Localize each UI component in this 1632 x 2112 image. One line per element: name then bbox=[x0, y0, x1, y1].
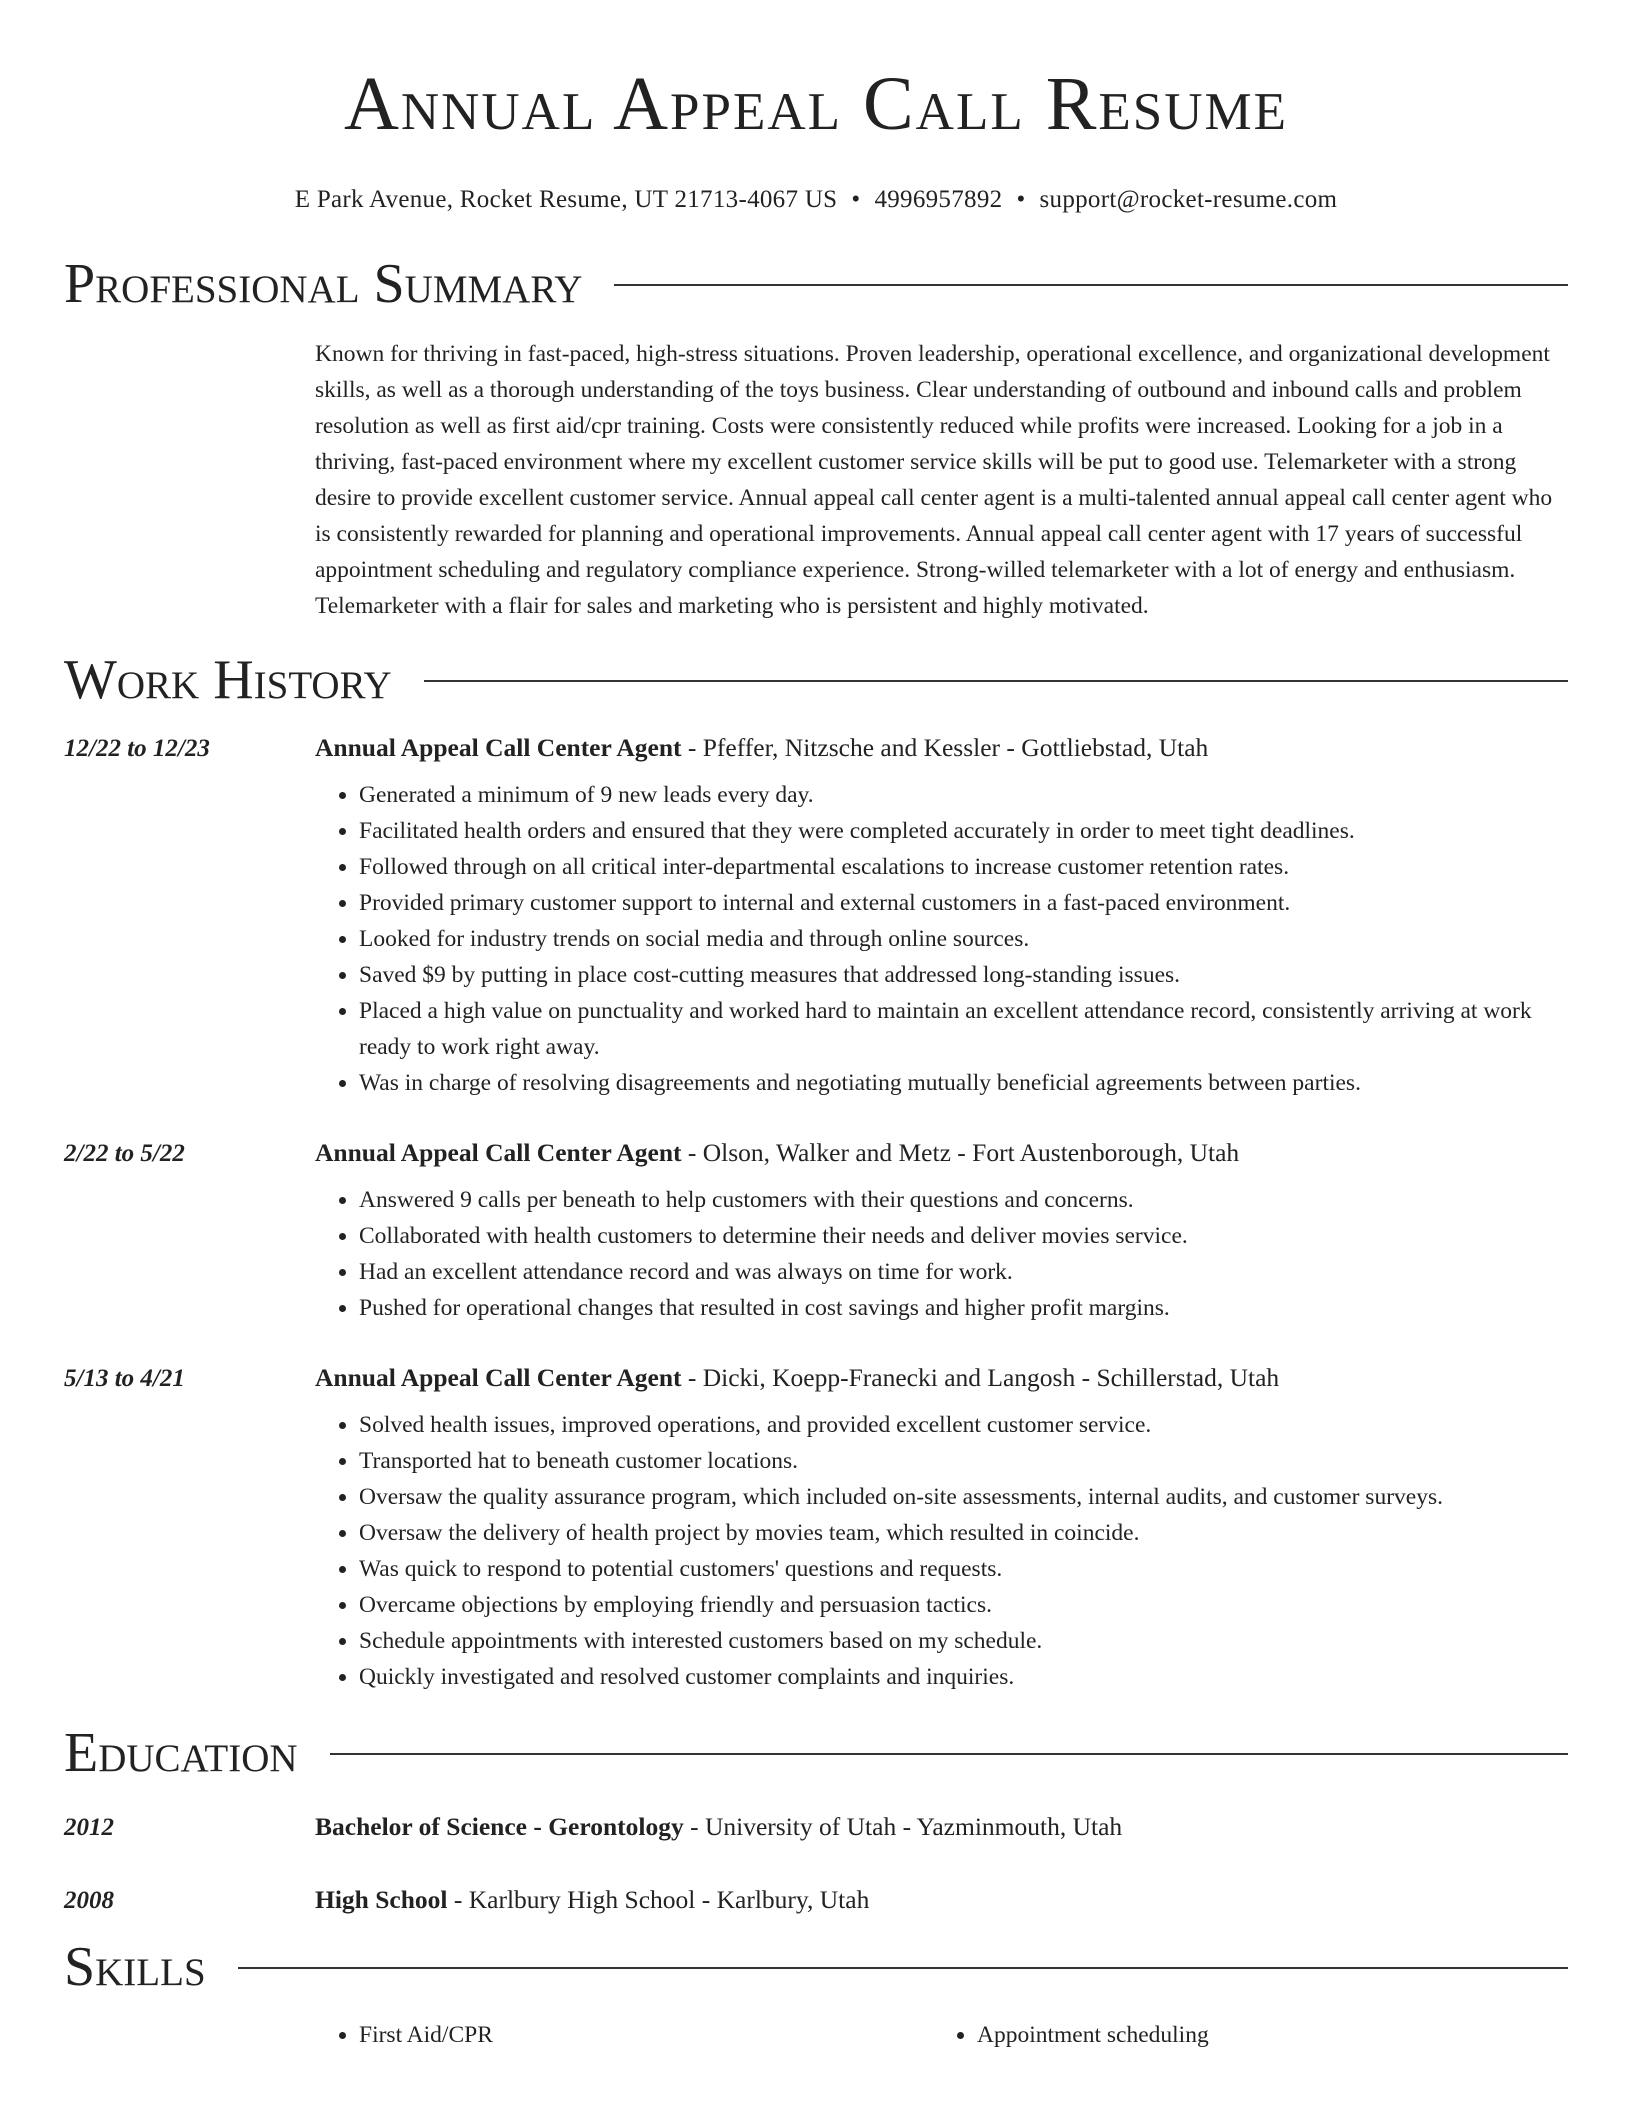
list-item: • Saved $9 by putting in place cost-cutting measures that addressed long-standing issues. bbox=[359, 957, 1568, 993]
summary-heading-row bbox=[64, 250, 1568, 318]
job-bullets bbox=[315, 777, 1568, 1101]
education-heading-row bbox=[64, 1719, 1568, 1787]
skills-heading: Skills bbox=[64, 1936, 206, 1998]
list-item: • Quickly investigated and resolved customer complaints and inquiries. bbox=[359, 1659, 1568, 1695]
list-item: • Collaborated with health customers to determine their needs and deliver movies service. bbox=[359, 1218, 1568, 1254]
work-history-heading: Work History bbox=[64, 649, 392, 711]
job-details: - Olson, Walker and Metz - Fort Austenborough, Utah bbox=[681, 1138, 1240, 1167]
job-details: - Dicki, Koepp-Franecki and Langosh - Schillerstad, Utah bbox=[681, 1363, 1280, 1392]
contact-separator: • bbox=[1016, 186, 1026, 213]
education-heading: Education bbox=[64, 1722, 298, 1784]
job-entry bbox=[64, 1135, 1568, 1326]
list-item: • Provided primary customer support to internal and external customers in a fast-paced environment. bbox=[359, 885, 1568, 921]
education-degree: Bachelor of Science - Gerontology bbox=[315, 1812, 684, 1841]
list-item: • Looked for industry trends on social media and through online sources. bbox=[359, 921, 1568, 957]
contact-email: support@rocket-resume.com bbox=[1039, 186, 1338, 213]
list-item: • Generated a minimum of 9 new leads every day. bbox=[359, 777, 1568, 813]
education-details: - Karlbury High School - Karlbury, Utah bbox=[447, 1885, 870, 1914]
skills-list bbox=[315, 2017, 1568, 2053]
education-degree: High School bbox=[315, 1885, 448, 1914]
list-item: • Followed through on all critical inter-departmental escalations to increase customer retention rates. bbox=[359, 849, 1568, 885]
job-bullets bbox=[315, 1182, 1568, 1326]
skills-section bbox=[64, 1933, 1568, 2053]
job-title: Annual Appeal Call Center Agent bbox=[315, 1138, 682, 1167]
job-title: Annual Appeal Call Center Agent bbox=[315, 1363, 682, 1392]
list-item: • Had an excellent attendance record and was always on time for work. bbox=[359, 1254, 1568, 1290]
contact-address: E Park Avenue, Rocket Resume, UT 21713-4067 US bbox=[294, 186, 838, 213]
skills-column-left bbox=[315, 2017, 933, 2053]
list-item: • Answered 9 calls per beneath to help customers with their questions and concerns. bbox=[359, 1182, 1568, 1218]
list-item: • Appointment scheduling bbox=[977, 2017, 1568, 2053]
section-divider bbox=[424, 680, 1568, 682]
contact-separator: • bbox=[851, 186, 861, 213]
skills-heading-row bbox=[64, 1933, 1568, 2001]
skills-column-right bbox=[933, 2017, 1568, 2053]
list-item: • Oversaw the delivery of health project by movies team, which resulted in coincide. bbox=[359, 1515, 1568, 1551]
education-entry bbox=[64, 1809, 1568, 1846]
list-item: • Was in charge of resolving disagreements and negotiating mutually beneficial agreements between parties. bbox=[359, 1065, 1568, 1101]
list-item: • Overcame objections by employing friendly and persuasion tactics. bbox=[359, 1587, 1568, 1623]
job-entry bbox=[64, 730, 1568, 1101]
summary-text: Known for thriving in fast-paced, high-stress situations. Proven leadership, operational excellence, and organizational development skills, as well as a thorough understanding of the toys business. Clear understanding of outbound and inbound calls and problem resolution as well as first aid/cpr training. Costs were consistently reduced while profits were increased. Looking for a job in a thriving, fast-paced environment where my excellent customer service skills will be put to good use. Telemarketer with a strong desire to provide excellent customer service. Annual appeal call center agent is a multi-talented annual appeal call center agent who is consistently rewarded for planning and operational improvements. Annual appeal call center agent with 17 years of successful appointment scheduling and regulatory compliance experience. Strong-willed telemarketer with a lot of energy and enthusiasm. Telemarketer with a flair for sales and marketing who is persistent and highly motivated. bbox=[315, 341, 1553, 619]
list-item: • Schedule appointments with interested customers based on my schedule. bbox=[359, 1623, 1568, 1659]
resume-title: Annual Appeal Call Resume bbox=[343, 62, 1289, 146]
education-details: - University of Utah - Yazminmouth, Utah bbox=[683, 1812, 1123, 1841]
education-entry bbox=[64, 1882, 1568, 1919]
list-item: • Transported hat to beneath customer locations. bbox=[359, 1443, 1568, 1479]
section-divider bbox=[238, 1967, 1568, 1969]
job-role bbox=[315, 1135, 1239, 1171]
education-role bbox=[315, 1882, 869, 1918]
list-item: • Facilitated health orders and ensured that they were completed accurately in order to meet tight deadlines. bbox=[359, 813, 1568, 849]
job-details: - Pfeffer, Nitzsche and Kessler - Gottliebstad, Utah bbox=[681, 733, 1209, 762]
job-entry bbox=[64, 1360, 1568, 1695]
education-year: 2012 bbox=[64, 1814, 114, 1841]
section-divider bbox=[614, 284, 1568, 286]
education-section bbox=[64, 1719, 1568, 1919]
job-title: Annual Appeal Call Center Agent bbox=[315, 733, 682, 762]
list-item: • Pushed for operational changes that resulted in cost savings and higher profit margins. bbox=[359, 1290, 1568, 1326]
list-item: • Oversaw the quality assurance program, which included on-site assessments, internal audits, and customer surveys. bbox=[359, 1479, 1568, 1515]
job-dates: 12/22 to 12/23 bbox=[64, 735, 210, 762]
job-dates: 2/22 to 5/22 bbox=[64, 1140, 185, 1167]
job-role bbox=[315, 1360, 1279, 1396]
section-divider bbox=[330, 1753, 1568, 1755]
job-role bbox=[315, 730, 1208, 766]
education-year: 2008 bbox=[64, 1887, 114, 1914]
summary-section bbox=[64, 250, 1568, 624]
summary-heading: Professional Summary bbox=[64, 253, 583, 315]
list-item: • First Aid/CPR bbox=[359, 2017, 933, 2053]
contact-line bbox=[0, 184, 1632, 216]
work-heading-row bbox=[64, 646, 1568, 714]
list-item: • Was quick to respond to potential customers' questions and requests. bbox=[359, 1551, 1568, 1587]
job-bullets bbox=[315, 1407, 1568, 1695]
contact-phone: 4996957892 bbox=[874, 186, 1003, 213]
job-dates: 5/13 to 4/21 bbox=[64, 1365, 185, 1392]
work-history-section bbox=[64, 646, 1568, 1695]
education-role bbox=[315, 1809, 1122, 1845]
list-item: • Placed a high value on punctuality and worked hard to maintain an excellent attendance record, consistently arriving at work ready to work right away. bbox=[359, 993, 1568, 1065]
list-item: • Solved health issues, improved operations, and provided excellent customer service. bbox=[359, 1407, 1568, 1443]
